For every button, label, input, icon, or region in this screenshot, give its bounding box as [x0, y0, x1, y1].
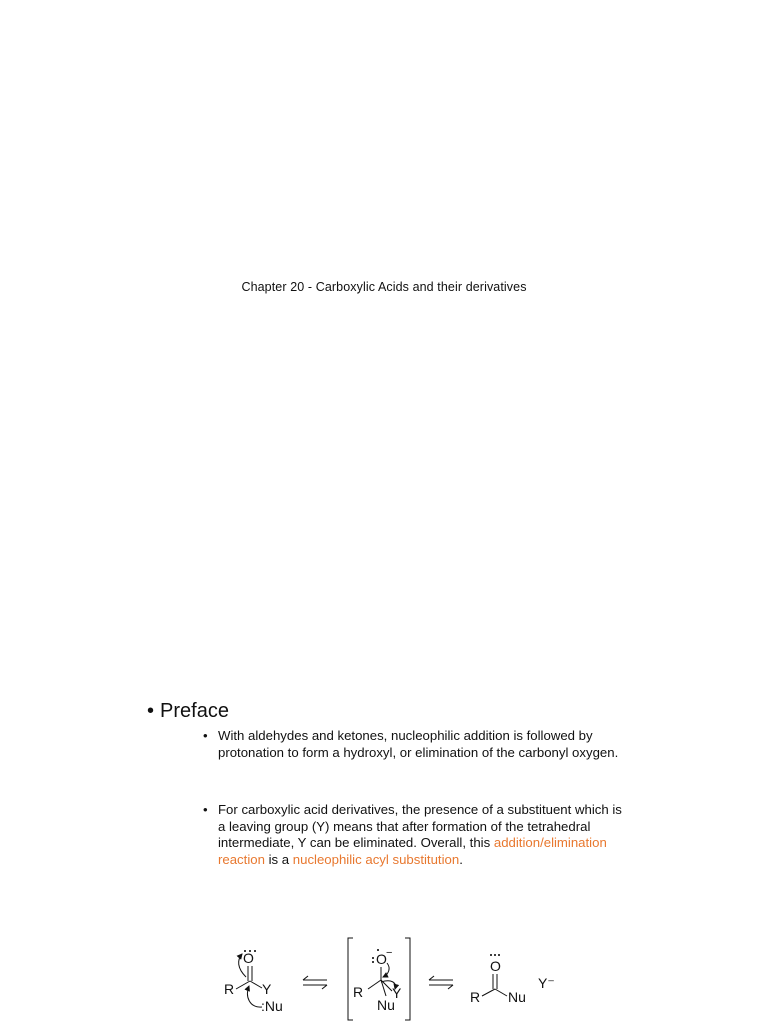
highlight-addition-elimination: addition/elimination reaction	[218, 835, 607, 867]
product-r-label: R	[470, 989, 481, 1005]
bullet-dot: •	[203, 728, 208, 743]
bond-c-r	[368, 980, 381, 989]
bond-nu	[495, 989, 507, 996]
bullet-dot: •	[203, 802, 208, 817]
heading-text: Preface	[160, 700, 229, 722]
reaction-scheme	[215, 930, 560, 1024]
lone-pair-dot	[490, 954, 492, 956]
left-bracket	[348, 938, 353, 1020]
intermediate-y-label: Y	[392, 985, 402, 1001]
bullet-item-aldehydes	[203, 728, 623, 761]
bullet-text: With aldehydes and ketones, nucleophilic addition is followed by protonation to form a hydroxyl, or elimination of the carbonyl oxygen.	[218, 728, 619, 760]
equilibrium-arrows-icon	[429, 976, 453, 989]
product-oxygen-label: O	[490, 958, 501, 974]
section-heading	[147, 699, 229, 723]
product-structure	[470, 954, 555, 1005]
bullet-text-part-a: For carboxylic acid derivatives, the presence of a substituent which is a leaving group (Y) means that after formation of the tetrahedral intermediate, Y can be eliminated. Overall, this	[218, 802, 622, 850]
lone-pair-dot	[254, 950, 256, 952]
highlight-nucleophilic-acyl-substitution: nucleophilic acyl substitution	[292, 851, 460, 867]
bullet-text	[218, 802, 623, 868]
lone-pair-dot	[372, 961, 374, 963]
bond-r	[482, 989, 495, 996]
reactant-y-label: Y	[262, 981, 272, 997]
tetrahedral-intermediate	[348, 938, 410, 1020]
curved-arrow-nucleophile	[248, 986, 262, 1007]
reactant-oxygen-label: O	[243, 950, 254, 966]
lone-pair-dot	[372, 957, 374, 959]
intermediate-nu-label: Nu	[377, 997, 395, 1013]
bond-y	[250, 981, 262, 988]
intermediate-oxygen-label: O	[376, 951, 387, 967]
right-bracket	[405, 938, 410, 1020]
reactant-structure	[224, 950, 283, 1014]
negative-charge-label: −	[386, 947, 393, 959]
heading-bullet: •	[147, 700, 155, 722]
intermediate-r-label: R	[353, 984, 364, 1000]
leaving-group-label: Y⁻	[538, 975, 555, 991]
nucleophile-label: :Nu	[261, 998, 283, 1014]
page-title: Chapter 20 - Carboxylic Acids and their derivatives	[241, 280, 527, 294]
reactant-r-label: R	[224, 981, 235, 997]
product-nu-label: Nu	[508, 989, 526, 1005]
bullet-text-part-b: is a	[264, 851, 293, 867]
lone-pair-dot	[494, 954, 496, 956]
lone-pair-dot	[498, 954, 500, 956]
equilibrium-arrows-icon	[303, 976, 327, 989]
bullet-item-acid-derivatives	[203, 802, 623, 868]
bullet-text-part-c: .	[459, 851, 463, 867]
